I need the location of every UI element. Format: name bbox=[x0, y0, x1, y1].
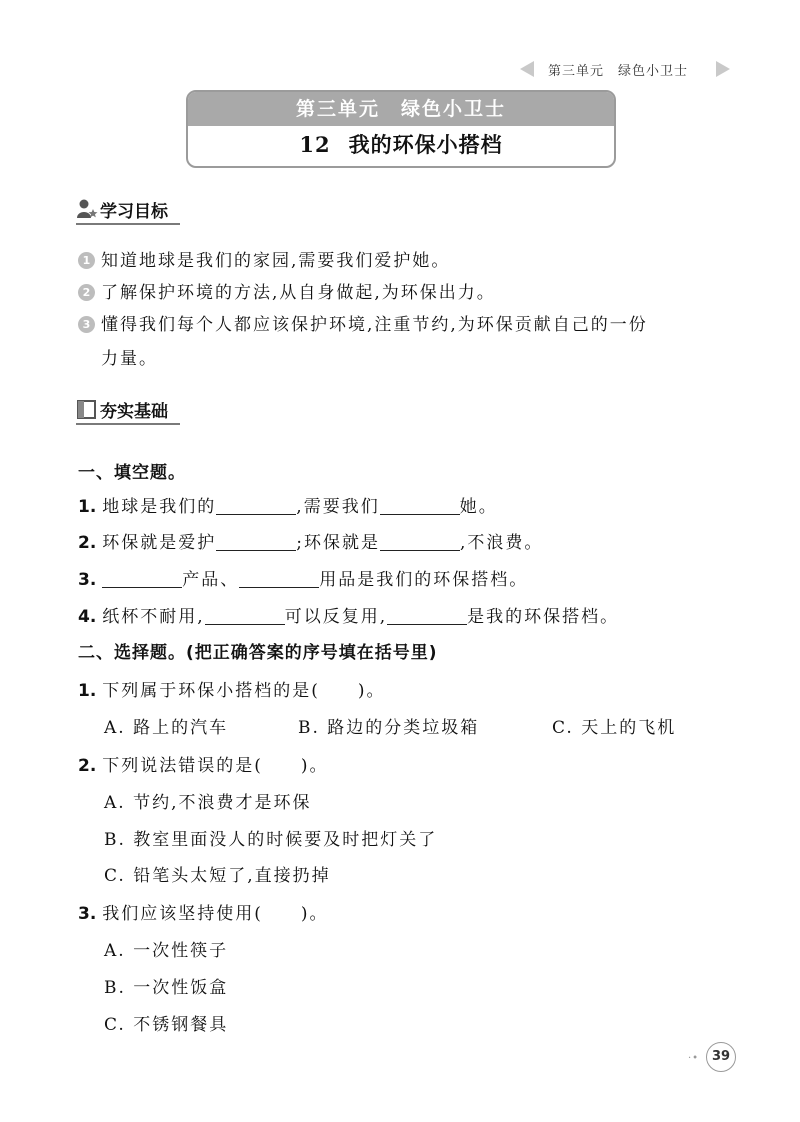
question-stem: 我们应该坚持使用( )。 bbox=[102, 904, 329, 924]
question-text: 是我的环保搭档。 bbox=[467, 607, 620, 627]
question-number: 2. bbox=[78, 533, 97, 553]
question-text: 产品、 bbox=[182, 570, 240, 590]
question-text: ,不浪费。 bbox=[460, 533, 544, 553]
choice-option[interactable]: B. 路边的分类垃圾箱 bbox=[298, 718, 480, 738]
question-text: 可以反复用, bbox=[284, 607, 388, 627]
objective-item bbox=[78, 278, 496, 308]
page-number-badge bbox=[688, 1042, 736, 1072]
answer-blank[interactable] bbox=[205, 606, 285, 625]
objective-text: 知道地球是我们的家园,需要我们爱护她。 bbox=[101, 251, 451, 271]
decorative-dots-icon: ·• bbox=[688, 1053, 700, 1064]
question-text: 纸杯不耐用, bbox=[102, 607, 205, 627]
question-number: 4. bbox=[78, 607, 97, 627]
answer-blank[interactable] bbox=[216, 496, 296, 515]
answer-blank[interactable] bbox=[216, 532, 296, 551]
question-text: ;环保就是 bbox=[296, 533, 381, 553]
running-header bbox=[520, 58, 730, 80]
fill-section-title: 一、填空题。 bbox=[78, 463, 186, 483]
basics-heading bbox=[76, 396, 186, 424]
answer-blank[interactable] bbox=[380, 532, 460, 551]
unit-title: 第三单元 绿色小卫士 bbox=[188, 92, 614, 126]
question-stem: 下列说法错误的是( )。 bbox=[102, 756, 329, 776]
page-number: 39 bbox=[706, 1042, 736, 1072]
objective-continuation: 力量。 bbox=[101, 349, 158, 369]
objective-number-badge: 1 bbox=[78, 252, 95, 269]
lesson-title-box bbox=[186, 90, 616, 168]
question-text: ,需要我们 bbox=[296, 497, 380, 517]
choice-question bbox=[78, 899, 329, 924]
question-number: 3. bbox=[78, 570, 97, 590]
choice-option[interactable]: C. 铅笔头太短了,直接扔掉 bbox=[104, 866, 331, 886]
question-text: 地球是我们的 bbox=[102, 497, 217, 517]
question-number: 3. bbox=[78, 904, 97, 924]
right-triangle-icon bbox=[716, 61, 730, 77]
fill-question bbox=[78, 492, 498, 517]
answer-blank[interactable] bbox=[380, 496, 460, 515]
left-triangle-icon bbox=[520, 61, 534, 77]
choice-option[interactable]: C. 天上的飞机 bbox=[552, 718, 677, 738]
fill-question bbox=[78, 602, 619, 627]
fill-question bbox=[78, 565, 528, 590]
question-text: 她。 bbox=[459, 497, 498, 517]
choice-question bbox=[78, 676, 386, 701]
objectives-heading bbox=[76, 196, 186, 224]
objective-text: 了解保护环境的方法,从自身做起,为环保出力。 bbox=[101, 283, 496, 303]
choice-option[interactable]: B. 教室里面没人的时候要及时把灯关了 bbox=[104, 830, 438, 850]
choice-section-title: 二、选择题。(把正确答案的序号填在括号里) bbox=[78, 643, 438, 663]
objective-number-badge: 3 bbox=[78, 316, 95, 333]
heading-underline bbox=[76, 423, 180, 425]
question-text: 环保就是爱护 bbox=[102, 533, 217, 553]
choice-option[interactable]: A. 路上的汽车 bbox=[104, 718, 229, 738]
answer-blank[interactable] bbox=[239, 569, 319, 588]
question-text: 用品是我们的环保搭档。 bbox=[319, 570, 529, 590]
question-number: 2. bbox=[78, 756, 97, 776]
choice-option[interactable]: A. 节约,不浪费才是环保 bbox=[104, 793, 312, 813]
lesson-heading bbox=[188, 126, 614, 164]
question-number: 1. bbox=[78, 681, 97, 701]
choice-option[interactable]: A. 一次性筷子 bbox=[104, 941, 229, 961]
question-stem: 下列属于环保小搭档的是( )。 bbox=[102, 681, 386, 701]
choice-question bbox=[78, 751, 329, 776]
question-number: 1. bbox=[78, 497, 97, 517]
heading-underline bbox=[76, 223, 180, 225]
choice-option[interactable]: C. 不锈钢餐具 bbox=[104, 1015, 229, 1035]
student-star-icon bbox=[76, 198, 98, 220]
running-title: 第三单元 绿色小卫士 bbox=[548, 64, 689, 79]
objectives-label: 学习目标 bbox=[100, 202, 168, 222]
choice-option[interactable]: B. 一次性饭盒 bbox=[104, 978, 229, 998]
objective-number-badge: 2 bbox=[78, 284, 95, 301]
answer-blank[interactable] bbox=[102, 569, 182, 588]
document-icon bbox=[76, 398, 98, 420]
answer-blank[interactable] bbox=[387, 606, 467, 625]
objective-item bbox=[78, 310, 648, 340]
basics-label: 夯实基础 bbox=[100, 402, 168, 422]
objective-item bbox=[78, 246, 450, 276]
fill-question bbox=[78, 528, 543, 553]
objective-text: 懂得我们每个人都应该保护环境,注重节约,为环保贡献自己的一份 bbox=[101, 315, 648, 335]
lesson-title: 我的环保小搭档 bbox=[348, 132, 503, 157]
lesson-number: 12 bbox=[299, 132, 331, 157]
